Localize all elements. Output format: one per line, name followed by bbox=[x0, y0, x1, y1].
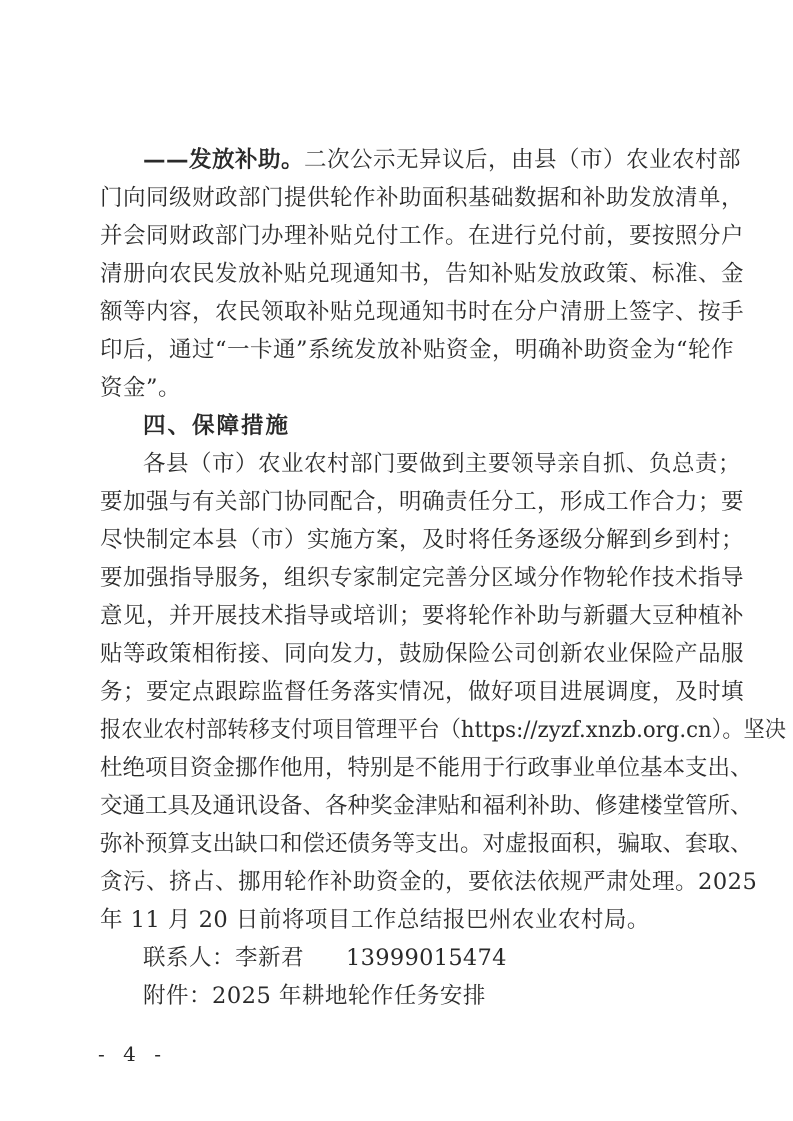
attachment-line: 附件：2025 年耕地轮作任务安排 bbox=[143, 983, 486, 1009]
guarantee-paragraph-line-2: 要加强与有关部门协同配合，明确责任分工，形成工作合力；要 bbox=[100, 489, 745, 515]
subsidy-paragraph-line-7: 资金”。 bbox=[100, 375, 182, 401]
guarantee-paragraph-line-9: 杜绝项目资金挪作他用，特别是不能用于行政事业单位基本支出、 bbox=[100, 755, 753, 781]
guarantee-paragraph-line-5: 意见，并开展技术指导或培训；要将轮作补助与新疆大豆种植补 bbox=[100, 603, 745, 629]
guarantee-paragraph-line-10: 交通工具及通讯设备、各种奖金津贴和福利补助、修建楼堂管所、 bbox=[100, 793, 753, 819]
subsidy-paragraph-line-6: 印后，通过“一卡通”系统发放补贴资金，明确补助资金为“轮作 bbox=[100, 337, 735, 363]
contact-label: 联系人：李新君 bbox=[143, 945, 305, 971]
contact-line bbox=[143, 940, 507, 976]
subsidy-lead: ——发放补助。 bbox=[143, 147, 305, 173]
subsidy-line-text: 二次公示无异议后，由县（市）农业农村部 bbox=[304, 147, 742, 173]
subsidy-paragraph-line-1 bbox=[143, 142, 741, 178]
guarantee-paragraph-line-3: 尽快制定本县（市）实施方案，及时将任务逐级分解到乡到村； bbox=[100, 527, 745, 553]
subsidy-paragraph-line-2: 门向同级财政部门提供轮作补助面积基础数据和补助发放清单， bbox=[100, 185, 745, 211]
section-heading: 四、保障措施 bbox=[143, 413, 291, 439]
guarantee-paragraph-line-13: 年 11 月 20 日前将项目工作总结报巴州农业农村局。 bbox=[100, 907, 650, 933]
guarantee-paragraph-line-12: 贪污、挤占、挪用轮作补助资金的，要依法依规严肃处理。2025 bbox=[100, 869, 758, 895]
subsidy-paragraph-line-5: 额等内容，农民领取补贴兑现通知书时在分户清册上签字、按手 bbox=[100, 299, 745, 325]
guarantee-paragraph-line-4: 要加强指导服务，组织专家制定完善分区域分作物轮作技术指导 bbox=[100, 565, 745, 591]
page-number: - 4 - bbox=[98, 1042, 167, 1066]
guarantee-paragraph-line-7: 务；要定点跟踪监督任务落实情况，做好项目进展调度，及时填 bbox=[100, 679, 745, 705]
guarantee-paragraph-line-11: 弥补预算支出缺口和偿还债务等支出。对虚报面积，骗取、套取、 bbox=[100, 831, 753, 857]
subsidy-paragraph-line-4: 清册向农民发放补贴兑现通知书，告知补贴发放政策、标准、金 bbox=[100, 261, 745, 287]
guarantee-paragraph-line-6: 贴等政策相衔接、同向发力，鼓励保险公司创新农业保险产品服 bbox=[100, 641, 745, 667]
guarantee-paragraph-line-8: 报农业农村部转移支付项目管理平台（https://zyzf.xnzb.org.cn）。坚决 bbox=[100, 717, 786, 743]
subsidy-paragraph-line-3: 并会同财政部门办理补贴兑付工作。在进行兑付前，要按照分户 bbox=[100, 223, 745, 249]
guarantee-paragraph-line-1: 各县（市）农业农村部门要做到主要领导亲自抓、负总责； bbox=[143, 451, 742, 477]
contact-phone: 13999015474 bbox=[346, 945, 507, 971]
